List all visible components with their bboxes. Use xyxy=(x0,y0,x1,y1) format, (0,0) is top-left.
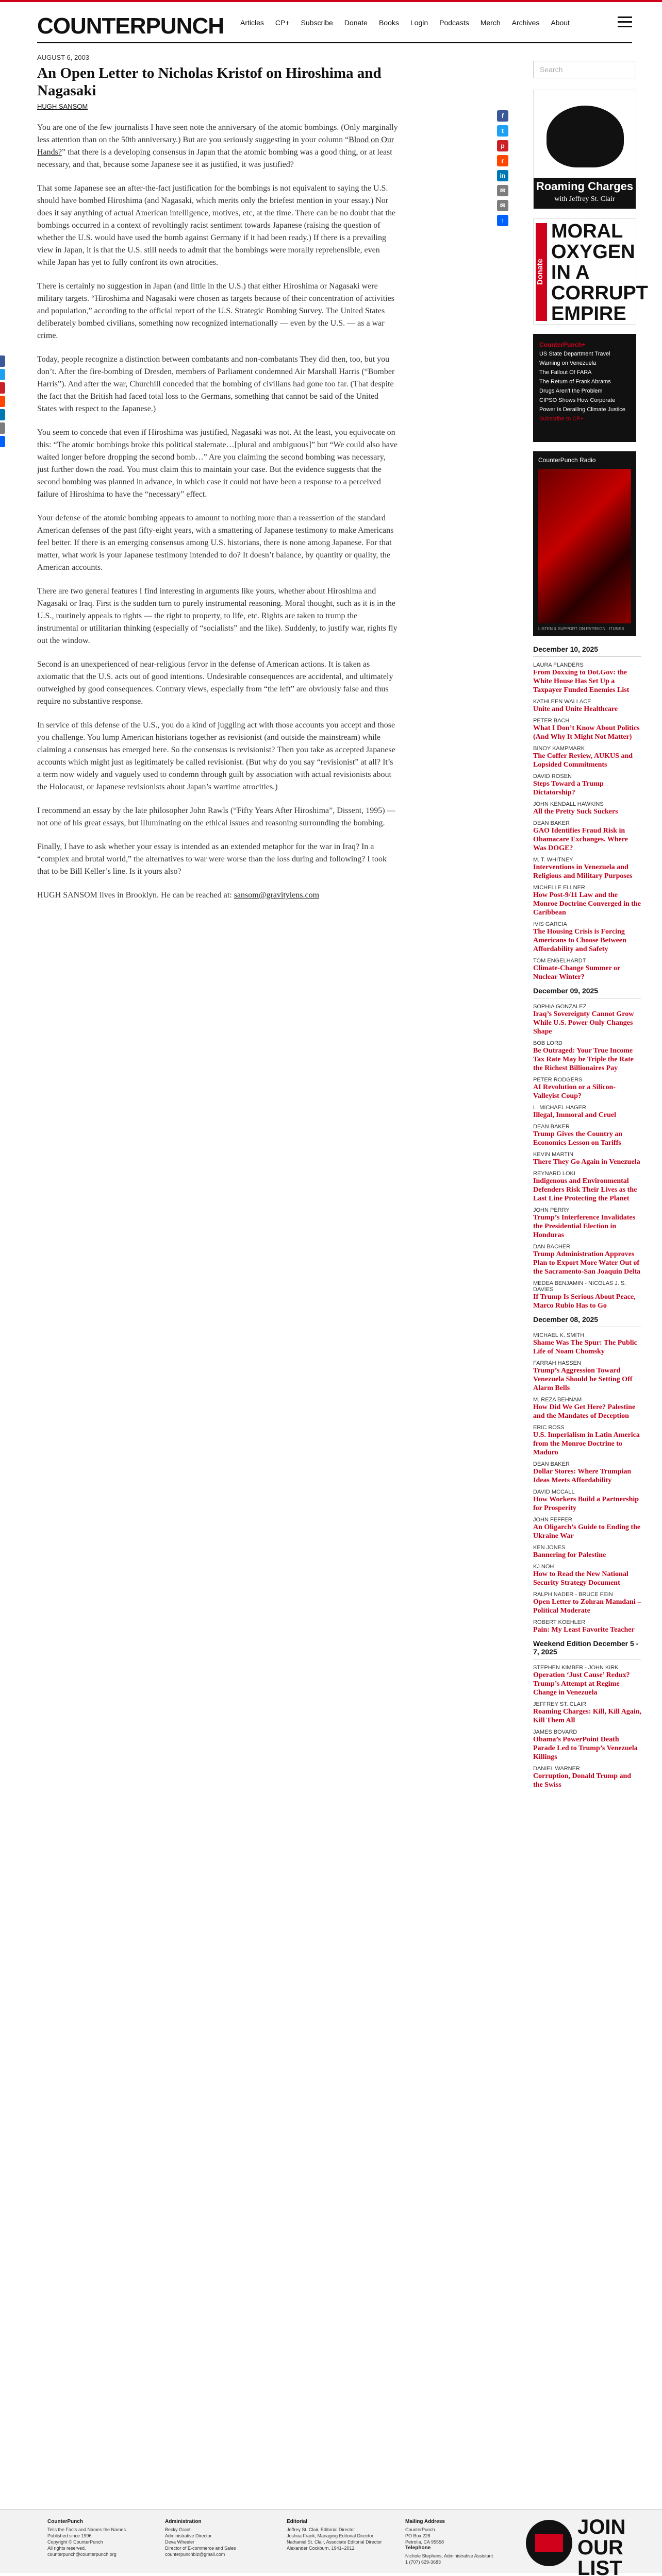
ad-line: The Return of Frank Abrams xyxy=(539,379,611,385)
left-share-rail xyxy=(0,355,5,449)
sidebar-article[interactable] xyxy=(533,1360,641,1393)
sidebar-article-author[interactable]: TOM ENGELHARDT xyxy=(533,958,586,964)
sidebar-article-author[interactable]: SOPHIA GONZALEZ xyxy=(533,1004,587,1010)
footer-line: Petrolia, CA 95558 xyxy=(405,2539,444,2545)
footer-heading: Mailing Address xyxy=(405,2519,445,2524)
ad-heading: CounterPunch+ xyxy=(539,341,586,348)
site-logo[interactable]: COUNTERPUNCH xyxy=(37,13,224,39)
top-accent-bar xyxy=(0,0,662,2)
sidebar-article-author[interactable]: JOHN KENDALL HAWKINS xyxy=(533,801,604,807)
sidebar-article-author[interactable]: RALPH NADER - BRUCE FEIN xyxy=(533,1591,613,1598)
reddit-share-icon[interactable] xyxy=(0,396,5,407)
sidebar-article[interactable] xyxy=(533,773,641,797)
column-link[interactable]: Blood on Our Hands? xyxy=(37,135,394,157)
sidebar-article-title[interactable]: Climate-Change Summer or Nuclear Winter? xyxy=(533,964,621,981)
sidebar-article-title[interactable]: Trump’s Interference Invalidates the Presidential Election in Honduras xyxy=(533,1214,636,1239)
nav-about[interactable]: About xyxy=(551,19,570,27)
article-paragraph: In service of this defense of the U.S., you do a kind of juggling act with those accounts you accept and those you challenge. You lump American historians together as revisionist (and outside the mainstream) while claiming a consensus has emerged here. So the consensus is revisionist? Then you take as accepted Japanese accounts which might just as legitimately be called revisionist. (But why do you say “revisionist” at all? It’s a term now widely and vaguely used to condemn through guilt by association with actual revisionists about the Holocaust, or Japanese revisionists about Japan’s wartime atrocities.) xyxy=(37,721,395,791)
sidebar-date-heading: December 10, 2025 xyxy=(533,645,641,657)
sidebar-article-title[interactable]: Bannering for Palestine xyxy=(533,1551,606,1559)
sidebar-article-title[interactable]: Corruption, Donald Trump and the Swiss xyxy=(533,1772,632,1789)
sidebar-article[interactable] xyxy=(533,1701,641,1725)
sidebar-article-author[interactable]: DEAN BAKER xyxy=(533,820,570,826)
nav-podcasts[interactable]: Podcasts xyxy=(439,19,469,27)
sidebar-article-author[interactable]: FARRAH HASSEN xyxy=(533,1360,581,1366)
footer-col-editorial xyxy=(287,2519,385,2551)
sidebar-article-author[interactable]: JOHN FEFFER xyxy=(533,1517,572,1523)
article-paragraph: You seem to concede that even if Hiroshima was justified, Nagasaki was not. At the least, you equivocate on this: “The atomic bombings broke this political stalemate…[plural and ambiguous]” but “We could also have waited longer before dropping the second bomb…” Are you claiming the second bombing was necessary, just further down the road. You must claim this to maintain your case. But the evidence suggests that the second bombing was planned in advance, in which case it could not have been a response to a perceived failure of Hiroshima to have the “necessary” effect. xyxy=(37,428,398,499)
footer-line: 1 (707) 629-3683 xyxy=(405,2560,441,2565)
sidebar-article-title[interactable]: AI Revolution or a Silicon-Valleyist Coup? xyxy=(533,1083,616,1100)
search-input[interactable]: Search xyxy=(533,61,636,78)
footer-line: Deva Wheeler xyxy=(165,2539,195,2545)
footer-email-link[interactable]: counterpunchbiz@gmail.com xyxy=(165,2552,225,2557)
sidebar-article-title[interactable]: Roaming Charges: Kill, Kill Again, Kill Them All xyxy=(533,1708,642,1724)
main-nav xyxy=(240,19,570,27)
radio-artwork xyxy=(538,469,631,623)
sidebar-article[interactable] xyxy=(533,1425,641,1457)
sidebar-article-author[interactable]: PETER BACH xyxy=(533,718,570,724)
nav-articles[interactable]: Articles xyxy=(240,19,264,27)
sidebar-article[interactable] xyxy=(533,1151,641,1166)
facebook-share-icon[interactable]: f xyxy=(497,110,508,122)
sidebar-article[interactable] xyxy=(533,1517,641,1540)
sidebar-article[interactable] xyxy=(533,801,641,816)
share-bar xyxy=(497,110,508,230)
sidebar-article-title[interactable]: Trump’s Aggression Toward Venezuela Should be Setting Off Alarm Bells xyxy=(533,1367,633,1392)
roaming-charges-ad[interactable] xyxy=(533,90,636,209)
sidebar-article-title[interactable]: An Oligarch’s Guide to Ending the Ukraine War xyxy=(533,1523,641,1540)
sidebar-article-title[interactable]: What I Don’t Know About Politics (And Why It Might Not Matter) xyxy=(533,724,640,741)
sidebar-article-author[interactable]: JEFFREY ST. CLAIR xyxy=(533,1701,587,1707)
sidebar-article-title[interactable]: Trump Gives the Country an Economics Lesson on Tariffs xyxy=(533,1130,623,1147)
sidebar-article-author[interactable]: REYNARD LOKI xyxy=(533,1171,575,1177)
sidebar-article[interactable] xyxy=(533,1207,641,1240)
sidebar-article[interactable] xyxy=(533,1489,641,1513)
sidebar-article-author[interactable]: JAMES BOVARD xyxy=(533,1729,577,1735)
sidebar-article[interactable] xyxy=(533,1171,641,1203)
email-share-icon[interactable]: ✉ xyxy=(497,200,508,211)
sidebar-article-author[interactable]: ERIC ROSS xyxy=(533,1425,565,1431)
sidebar-article-title[interactable]: If Trump Is Serious About Peace, Marco Rubio Has to Go xyxy=(533,1293,636,1310)
sidebar-article[interactable] xyxy=(533,1077,641,1100)
nav-subscribe[interactable]: Subscribe xyxy=(301,19,333,27)
author-bio xyxy=(37,889,398,902)
recent-articles xyxy=(533,645,641,1789)
email-share-icon[interactable] xyxy=(0,422,5,434)
sidebar-article[interactable] xyxy=(533,1619,641,1634)
site-header xyxy=(37,12,632,48)
join-list-button[interactable] xyxy=(526,2515,634,2576)
sidebar-article-title[interactable]: Indigenous and Environmental Defenders Risk Their Lives as the Last Line Protecting the Planet xyxy=(533,1177,637,1202)
sidebar-article-title[interactable]: U.S. Imperialism in Latin America from the Monroe Doctrine to Maduro xyxy=(533,1431,640,1456)
sidebar-article[interactable] xyxy=(533,1766,641,1789)
email-share-icon[interactable]: ✉ xyxy=(497,185,508,196)
sidebar-article-author[interactable]: MICHAEL K. SMITH xyxy=(533,1332,585,1338)
sidebar-article-author[interactable]: DEAN BAKER xyxy=(533,1461,570,1467)
nav-cp-plus[interactable]: CP+ xyxy=(275,19,290,27)
sidebar-article[interactable] xyxy=(533,1729,641,1761)
sidebar-article-title[interactable]: Open Letter to Zohran Mamdani – Political Moderate xyxy=(533,1598,641,1615)
footer-line: Joshua Frank, Managing Editorial Director xyxy=(287,2533,374,2538)
sidebar-article[interactable] xyxy=(533,1004,641,1036)
footer-email-link[interactable]: counterpunch@counterpunch.org xyxy=(47,2552,117,2557)
ad-line: CIPSO Shows How Corporate Power Is Derailing Climate Justice xyxy=(539,397,625,413)
generic-share-icon[interactable]: ↑ xyxy=(497,215,508,226)
subscribe-link[interactable]: Subscribe to CP+ xyxy=(539,416,584,422)
article-paragraph: Second is an unexperienced of near-religious fervor in the defense of American actions. It is taken as axiomatic that the U.S. acts out of good intentions. Undesirable consequences are accidental, and ultimately outweighed by good consequences. Contrary views, especially from “the left” are obviously false and thus require no substantive response. xyxy=(37,660,393,706)
footer-heading: Telephone xyxy=(405,2545,431,2551)
sidebar-article-title[interactable]: All the Pretty Suck Suckers xyxy=(533,808,618,816)
sidebar-article-title[interactable]: There They Go Again in Venezuela xyxy=(533,1158,640,1166)
sidebar-article-title[interactable]: How Workers Build a Partnership for Prosperity xyxy=(533,1496,639,1512)
footer-line: All rights reserved. xyxy=(47,2546,86,2551)
paragraph-text: You are one of the few journalists I have seen note the anniversary of the atomic bombings. (Only marginally less attention than on the 50th anniversary.) But are you seriously suggesting in your column “ xyxy=(37,123,398,144)
article-title: An Open Letter to Nicholas Kristof on Hiroshima and Nagasaki xyxy=(37,65,382,99)
footer-line: Becky Grant xyxy=(165,2527,191,2532)
sidebar-article-title[interactable]: Illegal, Immoral and Cruel xyxy=(533,1111,616,1119)
footer-line: Director of E-commerce and Sales xyxy=(165,2546,236,2551)
nav-donate[interactable]: Donate xyxy=(344,19,368,27)
sidebar-article-title[interactable]: The Housing Crisis is Forcing Americans to Choose Between Affordability and Safety xyxy=(533,928,626,953)
footer-heading: Administration xyxy=(165,2519,202,2524)
sidebar-article[interactable] xyxy=(533,1280,641,1310)
article-paragraph: There are two general features I find interesting in arguments like yours, whether about Hiroshima and Nagasaki or Iraq. First is the sudden turn to purely instrumental reasoning. Moral thought, such as it is in the U.S., routinely appeals to rights — the right to property, to life, etc. Rights are taken to trump the instrumental or utilitarian thinking (especially of “socialists” and the like). Suddenly, to justify war, rights fly out the window. xyxy=(37,587,398,645)
bison-icon xyxy=(547,106,624,167)
sidebar-article-title[interactable]: Shame Was The Spur: The Public Life of Noam Chomsky xyxy=(533,1339,637,1355)
sidebar-article-author[interactable]: DEAN BAKER xyxy=(533,1124,570,1130)
sidebar-article-author[interactable]: M. T. WHITNEY xyxy=(533,857,573,863)
sidebar-article-author[interactable]: KATHLEEN WALLACE xyxy=(533,699,591,705)
sidebar-article-author[interactable]: KEVIN MARTIN xyxy=(533,1151,574,1158)
sidebar-article[interactable] xyxy=(533,1665,641,1697)
sidebar-article[interactable] xyxy=(533,1545,641,1560)
sidebar-article-title[interactable]: Trump Administration Approves Plan to Export More Water Out of the Sacramento-San Joaquin Delta xyxy=(533,1250,641,1276)
header-divider xyxy=(37,42,632,43)
sidebar-article[interactable] xyxy=(533,1564,641,1587)
footer-line: Nichole Stephens, Administrative Assistant xyxy=(405,2553,493,2558)
sidebar-article-author[interactable]: M. REZA BEHNAM xyxy=(533,1397,582,1403)
paragraph-text: ” that there is a developing consensus in Japan that the atomic bombing was a good thing, or at least necessary, and that, because some Japanese see it as justified, it was justified? xyxy=(37,148,392,169)
footer-line: CounterPunch xyxy=(405,2527,435,2532)
donate-ad[interactable] xyxy=(533,218,648,325)
sidebar-article-title[interactable]: Dollar Stores: Where Trumpian Ideas Meets Affordability xyxy=(533,1468,632,1484)
sidebar-article-title[interactable]: GAO Identifies Fraud Risk in Obamacare Exchanges. Where Was DOGE? xyxy=(533,827,628,852)
footer-line: Copyright © CounterPunch xyxy=(47,2539,103,2545)
footer-col-mailing xyxy=(405,2519,508,2565)
sidebar xyxy=(533,61,648,1793)
menu-icon[interactable] xyxy=(618,16,632,28)
sidebar-date-heading: December 08, 2025 xyxy=(533,1315,641,1327)
sidebar-article[interactable] xyxy=(533,857,641,880)
footer-line: Administrative Director xyxy=(165,2533,212,2538)
ad-title: Roaming Charges xyxy=(534,178,636,195)
reddit-share-icon[interactable]: r xyxy=(497,155,508,166)
sidebar-article[interactable] xyxy=(533,1397,641,1420)
sidebar-article-title[interactable]: Be Outraged: Your True Income Tax Rate May be Triple the Rate the Richest Billionaires Pay xyxy=(533,1047,634,1072)
sidebar-article-title[interactable]: How Did We Get Here? Palestine and the Mandates of Deception xyxy=(533,1403,636,1420)
sidebar-article[interactable] xyxy=(533,921,641,954)
pinterest-share-icon[interactable] xyxy=(0,382,5,394)
sidebar-article[interactable] xyxy=(533,745,641,769)
sidebar-article-author[interactable]: DAVID ROSEN xyxy=(533,773,572,779)
footer-line: Published since 1996 xyxy=(47,2533,92,2538)
footer-line: Nathaniel St. Clair, Associate Editorial Director xyxy=(287,2539,382,2545)
sidebar-article[interactable] xyxy=(533,1591,641,1615)
facebook-share-icon[interactable] xyxy=(0,355,5,367)
article-paragraph: I recommend an essay by the late philosopher John Rawls (“Fifty Years After Hiroshima”, Dissent, 1995) — not one of his great essays, but illuminating on the ethical issues and reasoning surrounding the bombing. xyxy=(37,806,395,827)
sidebar-article-title[interactable]: Iraq’s Sovereignty Cannot Grow While U.S. Power Only Changes Shape xyxy=(533,1010,634,1036)
sidebar-article[interactable] xyxy=(533,1244,641,1276)
footer-line: PO Box 228 xyxy=(405,2533,431,2538)
sidebar-article-author[interactable]: ROBERT KOEHLER xyxy=(533,1619,586,1625)
sidebar-article[interactable] xyxy=(533,1105,641,1120)
sidebar-article[interactable] xyxy=(533,885,641,917)
twitter-share-icon[interactable]: t xyxy=(497,125,508,137)
nav-archives[interactable]: Archives xyxy=(511,19,540,27)
author-email-link[interactable]: sansom@gravitylens.com xyxy=(234,891,320,900)
radio-ad[interactable] xyxy=(533,451,636,636)
sidebar-article-author[interactable]: DAN BACHER xyxy=(533,1244,571,1250)
article-date: AUGUST 6, 2003 xyxy=(37,54,89,61)
sidebar-article-author[interactable]: KJ NOH xyxy=(533,1564,554,1570)
nav-books[interactable]: Books xyxy=(378,19,399,27)
linkedin-share-icon[interactable]: in xyxy=(497,170,508,181)
ad-line: The Fallout Of FARA xyxy=(539,369,592,376)
donate-label: Donate xyxy=(536,223,547,321)
sidebar-article[interactable] xyxy=(533,699,641,714)
linkedin-share-icon[interactable] xyxy=(0,409,5,420)
sidebar-article-title[interactable]: Pain: My Least Favorite Teacher xyxy=(533,1626,635,1634)
sidebar-article-author[interactable]: KEN JONES xyxy=(533,1545,566,1551)
sidebar-article-author[interactable]: MICHELLE ELLNER xyxy=(533,885,585,891)
cp-plus-ad[interactable] xyxy=(533,334,636,442)
sidebar-article-author[interactable]: JOHN PERRY xyxy=(533,1207,570,1213)
sidebar-article-author[interactable]: L. MICHAEL HAGER xyxy=(533,1105,586,1111)
ad-line: Drugs Aren't the Problem xyxy=(539,388,603,394)
sidebar-article-author[interactable]: MEDEA BENJAMIN - NICOLAS J. S. DAVIES xyxy=(533,1280,626,1293)
envelope-icon xyxy=(526,2520,572,2566)
sidebar-article[interactable] xyxy=(533,662,641,694)
ad-footer: LISTEN & SUPPORT ON PATREON · ITUNES xyxy=(538,626,624,631)
footer-line: Tells the Facts and Names the Names xyxy=(47,2527,126,2532)
sidebar-date-heading: Weekend Edition December 5 - 7, 2025 xyxy=(533,1639,641,1659)
ad-heading: CounterPunch Radio xyxy=(538,456,596,464)
ad-line: US State Department Travel Warning on Venezuela xyxy=(539,351,610,366)
nav-login[interactable]: Login xyxy=(410,19,428,27)
article-paragraph: Today, people recognize a distinction between combatants and non-combatants They did then, too, but you don’t. After the fire-bombing of Dresden, members of Parliament condemned Air Marshall Harris (“Bomber Harris”). And after the war, Churchill conceded that the bombing of civilians had gone too far. (That despite the fact that the British had faced total loss to the Germans, something that cannot be said of the United States with respect to the Japanese.) xyxy=(37,355,395,413)
article xyxy=(37,54,398,913)
sidebar-article-title[interactable]: How to Read the New National Security Strategy Document xyxy=(533,1570,628,1587)
sidebar-article-title[interactable]: Obama’s PowerPoint Death Parade Led to Trump’s Venezuela Killings xyxy=(533,1736,638,1761)
sidebar-article-author[interactable]: PETER RODGERS xyxy=(533,1077,583,1083)
nav-merch[interactable]: Merch xyxy=(480,19,501,27)
sidebar-article[interactable] xyxy=(533,1040,641,1073)
article-paragraph xyxy=(37,122,398,171)
article-paragraph: Your defense of the atomic bombing appears to amount to nothing more than a reassertion of the standard American defenses of the past fifty-eight years, with a smattering of Japanese testimony to make Americans feel better. If there is an emerging consensus among U.S. historians, there is none among Japanese. For that matter, what work is your Japanese testimony intended to do? It doesn’t balance, by quantity or quality, the American accounts. xyxy=(37,514,394,572)
sidebar-article[interactable] xyxy=(533,820,641,853)
generic-share-icon[interactable] xyxy=(0,436,5,447)
article-paragraph: Finally, I have to ask whether your essay is intended as an extended metaphor for the war in Iraq? In a “complex and brutal world,” the alternatives to war were worse than the loss during and following? I took that to be Bill Keller’s line. Is it yours also? xyxy=(37,842,387,876)
sidebar-article-title[interactable]: How Post-9/11 Law and the Monroe Doctrine Converged in the Caribbean xyxy=(533,891,641,917)
sidebar-article-author[interactable]: DANIEL WARNER xyxy=(533,1766,580,1772)
sidebar-article[interactable] xyxy=(533,1124,641,1147)
sidebar-article-title[interactable]: Steps Toward a Trump Dictatorship? xyxy=(533,780,604,796)
footer-line: Alexander Cockburn, 1941–2012 xyxy=(287,2546,355,2551)
sidebar-article-author[interactable]: LAURA FLANDERS xyxy=(533,662,584,668)
sidebar-article-author[interactable]: STEPHEN KIMBER - JOHN KIRK xyxy=(533,1665,619,1671)
sidebar-article-author[interactable]: IVIS GARCIA xyxy=(533,921,568,927)
sidebar-article[interactable] xyxy=(533,1461,641,1485)
sidebar-article-title[interactable]: From Doxxing to Dot.Gov: the White House Has Set Up a Taxpayer Funded Enemies List xyxy=(533,669,630,694)
sidebar-date-heading: December 09, 2025 xyxy=(533,987,641,998)
sidebar-article-author[interactable]: BINOY KAMPMARK xyxy=(533,745,585,752)
twitter-share-icon[interactable] xyxy=(0,369,5,380)
sidebar-article-author[interactable]: BOB LORD xyxy=(533,1040,562,1046)
article-author[interactable]: HUGH SANSOM xyxy=(37,103,88,110)
sidebar-article-title[interactable]: The Coffer Review, AUKUS and Lopsided Commitments xyxy=(533,752,633,769)
footer-line: Jeffrey St. Clair, Editorial Director xyxy=(287,2527,355,2532)
sidebar-article[interactable] xyxy=(533,718,641,741)
bio-text: HUGH SANSOM lives in Brooklyn. He can be reached at: xyxy=(37,891,234,900)
site-footer xyxy=(0,2509,662,2576)
footer-heading: Editorial xyxy=(287,2519,308,2524)
pinterest-share-icon[interactable]: p xyxy=(497,140,508,151)
article-paragraph: That some Japanese see an after-the-fact justification for the bombings is not equivalent to saying the U.S. should have bombed Hiroshima (and Nagasaki, which merits only the briefest mention in your essay.) Nor does it say anything of actual American intelligence, motives, etc, at the time. There can be no doubt that the bombings occurred in a context of revoltingly racist sentiment towards Japanese (raising the question of whether the U.S. would have used the bomb against Germany if it had been ready.) If there is a prevailing view in Japan, it is that the U.S. still needs to admit that the bombings were morally reprehensible, even while Japan has yet to fully confront its own atrocities. xyxy=(37,184,396,267)
footer-heading: CounterPunch xyxy=(47,2519,83,2524)
ad-subtitle: with Jeffrey St. Clair xyxy=(534,195,636,209)
article-paragraph: There is certainly no suggestion in Japan (and little in the U.S.) that either Hiroshima or Nagasaki were military targets. “Hiroshima and Nagasaki were chosen as targets because of their concentration of activities and population,” according to the official report of the U.S. Strategic Bombing Survey. The United States deliberately bombed civilians, something now recognized internationally — even by the U.S. — as a war crime. xyxy=(37,282,394,340)
footer-col-admin xyxy=(165,2519,258,2557)
sidebar-article-title[interactable]: Unite and Unite Healthcare xyxy=(533,705,618,713)
footer-col-about xyxy=(47,2519,140,2557)
sidebar-article[interactable] xyxy=(533,958,641,981)
sidebar-article[interactable] xyxy=(533,1332,641,1356)
ad-headline: MORAL OXYGEN IN A CORRUPT EMPIRE xyxy=(551,221,648,325)
sidebar-article-title[interactable]: Operation ‘Just Cause’ Redux? Trump’s Attempt at Regime Change in Venezuela xyxy=(533,1671,630,1697)
join-label: JOIN OUR LIST xyxy=(577,2516,626,2576)
sidebar-article-title[interactable]: Interventions in Venezuela and Religious and Military Purposes xyxy=(533,863,633,880)
sidebar-article-author[interactable]: DAVID MCCALL xyxy=(533,1489,575,1495)
